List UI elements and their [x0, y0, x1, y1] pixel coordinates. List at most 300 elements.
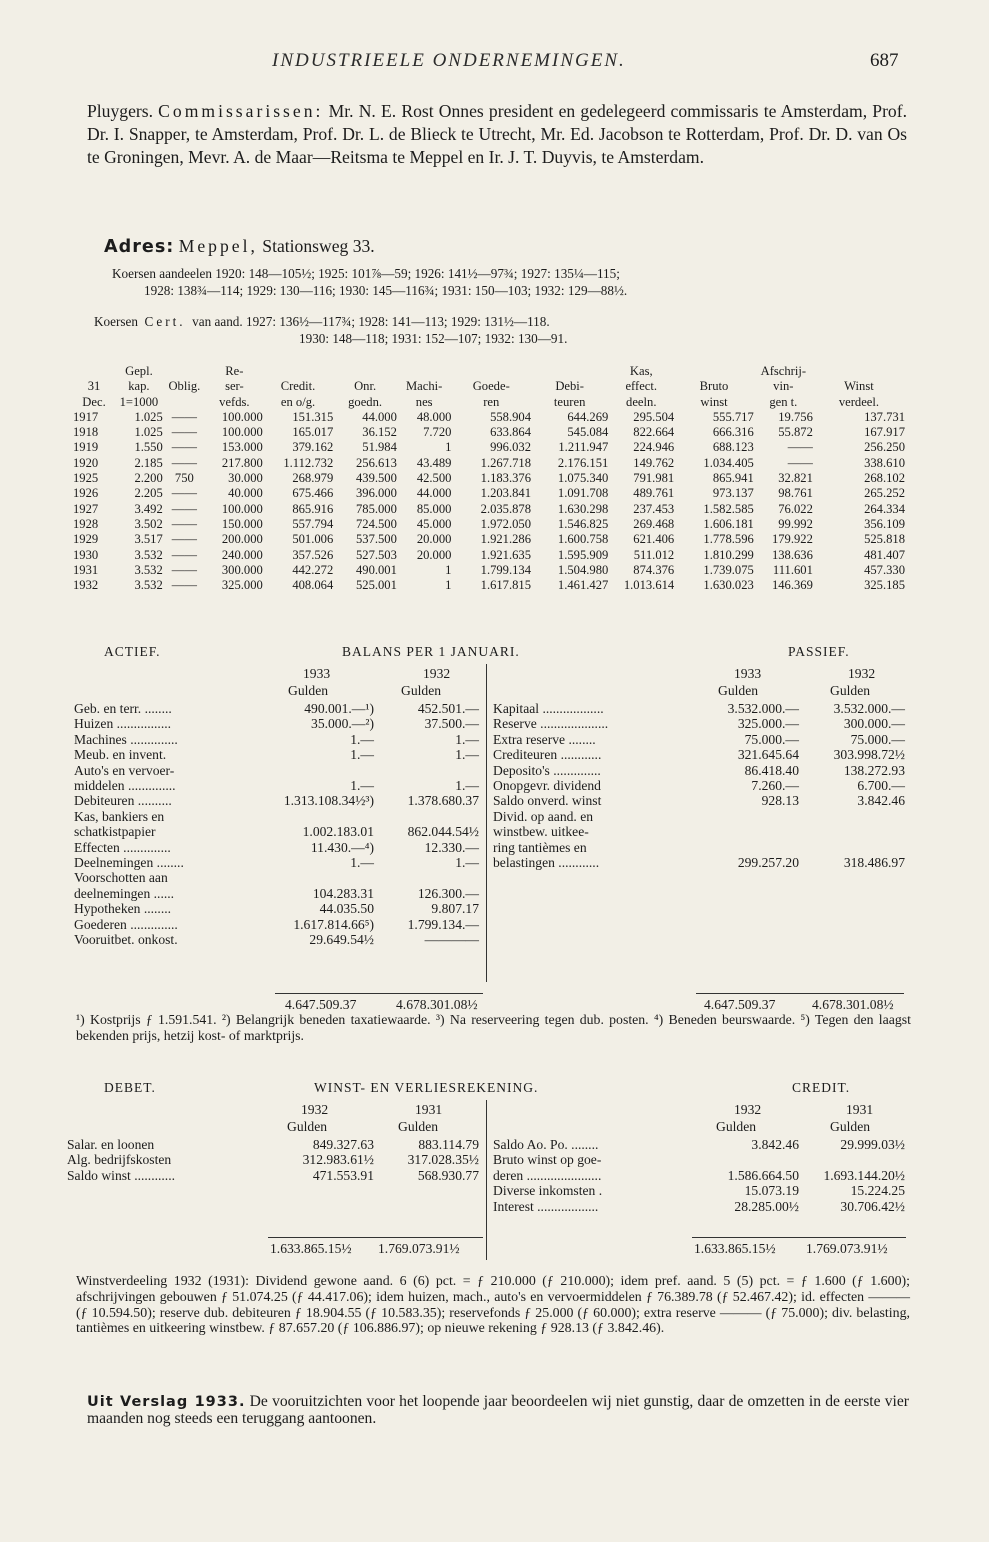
ledger-label: Debiteuren ..........	[74, 793, 172, 809]
stats-row	[73, 548, 905, 563]
stats-cell: 3.532	[134, 547, 163, 562]
ledger-value	[269, 763, 374, 778]
stats-cell: 675.466	[292, 486, 334, 501]
stats-cell: 149.762	[633, 455, 675, 470]
ledger-label: belastingen ............	[493, 855, 600, 871]
stats-cell: 356.109	[864, 516, 905, 531]
ledger-label: Kas, bankiers en	[74, 808, 165, 824]
balans-actief-total-2: 4.678.301.08½	[396, 997, 478, 1012]
stats-cell: 644.269	[567, 409, 609, 424]
stats-cell: 1	[445, 578, 452, 593]
stats-header-cell: vin-	[773, 379, 794, 394]
stats-row	[73, 440, 905, 455]
ledger-row	[74, 917, 479, 932]
stats-row	[73, 517, 905, 532]
stats-header-cell	[451, 364, 531, 379]
ledger-label: Huizen ................	[74, 716, 172, 732]
stats-header-row	[73, 395, 905, 410]
ledger-label: Saldo onverd. winst	[493, 793, 602, 809]
stats-header-cell: Machi-	[405, 379, 443, 394]
stats-header-cell: verdeel.	[838, 394, 880, 409]
stats-cell: 146.369	[771, 578, 813, 593]
stats-cell: 240.000	[221, 547, 263, 562]
stats-header-cell: Kas,	[629, 364, 653, 378]
stats-cell: ——	[171, 440, 197, 455]
balans-actief-title: ACTIEF.	[104, 644, 161, 659]
stats-header-cell: Bruto	[699, 379, 729, 394]
stats-header-cell: nes	[415, 394, 433, 409]
winst-debet-total-1: 1.633.865.15½	[270, 1241, 352, 1256]
stats-cell: 44.000	[362, 409, 397, 424]
stats-cell: 325.000	[221, 578, 263, 593]
ledger-value: 883.114.79	[418, 1137, 479, 1152]
stats-year: 1927	[73, 501, 99, 516]
stats-cell: 237.453	[633, 501, 675, 516]
koersen-cert-word: Cert.	[144, 314, 186, 329]
stats-cell: 791.981	[633, 471, 675, 486]
balans-passief-year-2: 1932	[848, 666, 876, 681]
stats-cell: 1.112.732	[283, 455, 334, 470]
ledger-value: 1.378.680.37	[407, 793, 479, 809]
stats-header-cell	[333, 364, 397, 379]
ledger-label: deelnemingen ......	[74, 885, 175, 901]
ledger-row	[493, 824, 905, 839]
ledger-label: Crediteuren ............	[493, 747, 602, 763]
ledger-value: 3.532.000.—	[727, 701, 799, 716]
ledger-value	[799, 1152, 905, 1167]
stats-cell: 153.000	[221, 440, 263, 455]
commissioners-paragraph	[87, 100, 907, 170]
stats-header-cell: Dec.	[82, 394, 106, 409]
balans-footnotes: ¹) Kostprijs ƒ 1.591.541. ²) Belangrijk beneden taxatiewaarde. ³) Na reserveering tegen dub. posten. ⁴) Beneden beurswaarde. ⁵) Tegen den laagst bekenden prijs, hetzij kost- of marktprijs.	[76, 1012, 911, 1043]
stats-cell: 138.636	[771, 547, 813, 562]
koersen-cert-label: Koersen	[94, 314, 138, 329]
ledger-value: 1.—	[350, 778, 374, 794]
ledger-label: Extra reserve ........	[493, 731, 596, 747]
ledger-label: Effecten ..............	[74, 839, 171, 855]
stats-cell: 30.000	[228, 471, 263, 486]
ledger-value: 28.285.00½	[734, 1198, 799, 1214]
stats-cell: 111.601	[772, 562, 813, 577]
winst-debet-total-rule	[268, 1237, 483, 1238]
stats-cell: ——	[171, 532, 197, 547]
ledger-row	[67, 1168, 479, 1183]
stats-cell: 1.921.635	[480, 547, 532, 562]
ledger-value: 1.617.814.66⁵)	[293, 916, 374, 932]
stats-cell: 7.720	[423, 425, 452, 440]
stats-header-cell: Winst	[844, 379, 874, 394]
stats-cell: 48.000	[416, 409, 452, 424]
stats-cell: 1.810.299	[703, 547, 754, 562]
stats-cell: 99.992	[778, 516, 813, 531]
stats-cell: 865.941	[712, 471, 754, 486]
stats-cell: 555.717	[712, 409, 754, 424]
stats-cell: 295.504	[633, 409, 675, 424]
balans-divider	[486, 664, 487, 982]
ledger-value: 9.807.17	[431, 901, 479, 917]
stats-cell: 19.756	[778, 409, 813, 424]
stats-cell: 1.034.405	[703, 455, 754, 470]
stats-header-cell: Afschrij-	[760, 364, 807, 378]
ledger-value	[799, 840, 905, 855]
stats-row	[73, 578, 905, 593]
stats-header-cell: Credit.	[280, 379, 316, 394]
stats-cell: 1.183.376	[480, 471, 532, 486]
stats-cell: 724.500	[355, 516, 397, 531]
stats-row	[73, 502, 905, 517]
stats-cell: 98.761	[778, 486, 813, 501]
ledger-value: 1.—	[455, 731, 479, 747]
ledger-value: 490.001.—¹)	[304, 701, 374, 716]
ledger-label: Kapitaal ..................	[493, 701, 604, 716]
ledger-row	[493, 855, 905, 870]
ledger-row	[493, 1137, 905, 1152]
stats-cell: 1.972.050	[480, 516, 532, 531]
stats-cell: 42.500	[416, 471, 452, 486]
stats-cell: 558.904	[490, 409, 532, 424]
stats-header-cell	[813, 364, 905, 379]
stats-cell: 408.064	[292, 578, 334, 593]
verslag-text: De vooruitzichten voor het loopende jaar beoordeelen wij niet gunstig, daar de omzetten in de eerste vier maanden nog steeds een teruggang aantoonen.	[87, 1393, 909, 1427]
winst-debet-year-1: 1932	[301, 1102, 329, 1117]
ledger-value	[693, 809, 799, 824]
ledger-row	[74, 886, 479, 901]
stats-cell: 489.761	[633, 486, 675, 501]
stats-cell: 256.250	[864, 440, 905, 455]
winst-debet-gulden-2: Gulden	[398, 1119, 439, 1134]
stats-header-cell	[73, 364, 115, 379]
stats-header-cell: vefds.	[219, 394, 250, 409]
stats-cell: 1.267.718	[480, 455, 532, 470]
stats-row	[73, 563, 905, 578]
ledger-label: Auto's en vervoer-	[74, 762, 175, 778]
stats-cell: 1.091.708	[557, 486, 609, 501]
stats-cell: 20.000	[416, 547, 452, 562]
ledger-label: middelen ..............	[74, 778, 176, 794]
stats-cell: 265.252	[864, 486, 905, 501]
ledger-row	[74, 778, 479, 793]
ledger-value: 37.500.—	[424, 716, 479, 732]
balans-passief-gulden-2: Gulden	[830, 683, 871, 698]
stats-cell: 3.532	[134, 578, 163, 593]
ledger-label: Reserve ....................	[493, 716, 609, 732]
stats-cell: 379.162	[292, 440, 334, 455]
address-city: Meppel,	[178, 236, 258, 256]
stats-cell: 785.000	[355, 501, 397, 516]
stats-header-row	[73, 364, 905, 379]
ledger-row	[493, 732, 905, 747]
stats-cell: 1.075.340	[557, 471, 609, 486]
balans-actief-gulden-1: Gulden	[288, 683, 329, 698]
ledger-row	[74, 763, 479, 778]
balans-actief-total-1: 4.647.509.37	[285, 997, 357, 1012]
ledger-label: Divid. op aand. en	[493, 808, 594, 824]
stats-cell: ——	[171, 486, 197, 501]
stats-cell: 1	[445, 562, 452, 577]
stats-cell: 1.582.585	[703, 501, 754, 516]
stats-cell: 51.984	[362, 440, 397, 455]
stats-year: 1931	[73, 562, 99, 577]
ledger-row	[74, 901, 479, 916]
stats-cell: 1.013.614	[623, 578, 675, 593]
stats-cell: 537.500	[355, 532, 397, 547]
ledger-value: 138.272.93	[843, 762, 905, 778]
balans-passief-total-rule	[696, 993, 904, 994]
ledger-value: 318.486.97	[843, 855, 905, 871]
ledger-row	[74, 716, 479, 731]
ledger-row	[74, 870, 479, 885]
stats-cell: 481.407	[864, 547, 905, 562]
koersen-aandeelen-2: 1928: 138¾—114; 1929: 130—116; 1930: 145—116¾; 1931: 150—103; 1932: 129—88½.	[144, 283, 628, 298]
winst-credit-gulden-2: Gulden	[830, 1119, 871, 1134]
ledger-label: Vooruitbet. onkost.	[74, 932, 178, 948]
ledger-value: 75.000.—	[744, 731, 799, 747]
stats-cell: 1.600.758	[557, 532, 609, 547]
ledger-value: 928.13	[761, 793, 799, 809]
winst-debet-gulden-1: Gulden	[287, 1119, 328, 1134]
ledger-row	[67, 1137, 479, 1152]
stats-header-cell: ser-	[225, 379, 244, 394]
stats-row	[73, 486, 905, 501]
ledger-value: 86.418.40	[744, 762, 799, 778]
running-header: INDUSTRIEELE ONDERNEMINGEN.	[272, 50, 626, 71]
address-line	[104, 236, 375, 257]
stats-header-cell	[263, 364, 333, 379]
stats-cell: 1.211.947	[558, 440, 609, 455]
stats-header-cell: Oblig.	[168, 379, 201, 394]
stats-cell: 1.461.427	[557, 578, 609, 593]
winst-credit-total-2: 1.769.073.91½	[806, 1241, 888, 1256]
stats-header-cell	[674, 364, 754, 379]
ledger-row	[74, 932, 479, 947]
ledger-row	[74, 824, 479, 839]
ledger-label: Saldo Ao. Po. ........	[493, 1137, 599, 1152]
stats-header-cell: kap.	[128, 379, 150, 394]
ledger-label: winstbew. uitkee-	[493, 824, 589, 840]
winst-credit-year-2: 1931	[846, 1102, 874, 1117]
stats-cell: 85.000	[416, 501, 452, 516]
ledger-row	[493, 701, 905, 716]
ledger-value: 1.—	[455, 747, 479, 763]
stats-cell: 36.152	[362, 425, 397, 440]
ledger-value	[693, 1152, 799, 1167]
stats-cell: 1.778.596	[703, 532, 754, 547]
stats-cell: 325.185	[864, 578, 905, 593]
ledger-value: 11.430.—⁴)	[310, 839, 374, 855]
stats-cell: 1.504.980	[557, 562, 609, 577]
stats-cell: ——	[787, 440, 813, 455]
stats-header-cell: 31	[87, 379, 101, 394]
ledger-value: 452.501.—	[417, 701, 479, 716]
stats-cell: 100.000	[221, 409, 263, 424]
stats-cell: ——	[171, 578, 197, 593]
ledger-value	[799, 809, 905, 824]
winst-title: WINST- EN VERLIESREKENING.	[314, 1080, 539, 1095]
ledger-value: 3.842.46	[857, 793, 905, 809]
stats-cell: 688.123	[712, 440, 754, 455]
ledger-label: Alg. bedrijfskosten	[67, 1152, 172, 1168]
balans-passief-total-1: 4.647.509.37	[704, 997, 776, 1012]
stats-header-cell: gen t.	[769, 394, 798, 409]
stats-cell: 396.000	[355, 486, 397, 501]
ledger-label: Meub. en invent.	[74, 747, 167, 763]
stats-cell: 45.000	[416, 516, 452, 531]
stats-cell: 217.800	[221, 455, 263, 470]
stats-cell: 300.000	[221, 562, 263, 577]
stats-cell: 100.000	[221, 501, 263, 516]
ledger-row	[493, 840, 905, 855]
stats-cell: 100.000	[221, 425, 263, 440]
ledger-value: 29.999.03½	[840, 1137, 905, 1152]
koersen-cert-line	[94, 314, 550, 330]
ledger-value: 15.224.25	[850, 1183, 905, 1199]
ledger-value	[693, 840, 799, 855]
stats-cell: 1.617.815	[480, 578, 532, 593]
balans-passief-gulden-1: Gulden	[718, 683, 759, 698]
commissarissen-label: Commissarissen:	[158, 101, 324, 121]
ledger-row	[493, 763, 905, 778]
koersen-aandeelen-1: Koersen aandeelen 1920: 148—105½; 1925: 101⅞—59; 1926: 141½—97¾; 1927: 135¼—115;	[112, 266, 620, 281]
winst-debet-table	[67, 1137, 479, 1183]
stats-cell: 527.503	[355, 547, 397, 562]
stats-cell: 264.334	[864, 501, 905, 516]
stats-cell: 151.315	[292, 409, 334, 424]
stats-header-row	[73, 379, 905, 394]
ledger-label: Geb. en terr. ........	[74, 701, 172, 716]
balans-actief-year-2: 1932	[423, 666, 451, 681]
stats-cell: 1.630.023	[703, 578, 754, 593]
stats-year: 1928	[73, 516, 99, 531]
stats-cell: 633.864	[490, 425, 532, 440]
ledger-value: 3.532.000.—	[833, 701, 905, 716]
stats-cell: 357.526	[292, 547, 334, 562]
ledger-value: 862.044.54½	[407, 824, 479, 840]
stats-cell: 3.532	[134, 562, 163, 577]
stats-cell: 32.821	[778, 471, 813, 486]
ledger-label: Salar. en loonen	[67, 1137, 155, 1152]
intro-lead: Pluygers.	[87, 101, 153, 121]
stats-header-cell: goedn.	[348, 394, 383, 409]
ledger-value: 1.313.108.34½³)	[283, 793, 374, 809]
ledger-value: 7.260.—	[751, 778, 799, 794]
stats-cell: 3.492	[134, 501, 163, 516]
ledger-row	[493, 778, 905, 793]
stats-cell: 666.316	[712, 425, 754, 440]
stats-cell: 137.731	[864, 409, 905, 424]
stats-cell: 3.502	[134, 516, 163, 531]
ledger-label: Deelnemingen ........	[74, 855, 184, 871]
ledger-value: 300.000.—	[843, 716, 905, 732]
ledger-value	[374, 809, 479, 824]
ledger-row	[67, 1152, 479, 1167]
ledger-value: 12.330.—	[424, 839, 479, 855]
ledger-value: 321.645.64	[737, 747, 799, 763]
stats-cell: 750	[174, 471, 194, 486]
stats-cell: 439.500	[355, 471, 397, 486]
stats-cell: 2.035.878	[480, 501, 532, 516]
stats-cell: 557.794	[292, 516, 334, 531]
ledger-row	[493, 1199, 905, 1214]
stats-cell: 1	[445, 440, 452, 455]
address-street: Stationsweg 33.	[262, 236, 375, 256]
stats-cell: 621.406	[633, 532, 675, 547]
winst-credit-gulden-1: Gulden	[716, 1119, 757, 1134]
ledger-label: Onopgevr. dividend	[493, 778, 601, 794]
ledger-value: 1.693.144.20½	[823, 1167, 905, 1183]
stats-cell: 525.001	[355, 578, 397, 593]
balans-title: BALANS PER 1 JANUARI.	[342, 644, 520, 659]
winstverdeeling-paragraph: Winstverdeeling 1932 (1931): Dividend gewone aand. 6 (6) pct. = ƒ 210.000 (ƒ 210.000); idem pref. aand. 5 (5) pct. = ƒ 1.600 (ƒ 1.600); afschrijvingen gebouwen ƒ 51.074.25 (ƒ 44.417.06); idem huizen, mach., auto's en vervoermiddelen ƒ 76.389.78 (ƒ 52.467.42); id. effecten ——— (ƒ 10.594.50); reserve dub. debiteuren ƒ 18.904.55 (ƒ 10.583.35); reservefonds ƒ 25.000 (ƒ 60.000); extra reserve ——— (ƒ 75.000); div. belasting, tantièmes en uitkeering winstbew. ƒ 87.657.20 (ƒ 106.886.97); op nieuwe rekening ƒ 928.13 (ƒ 3.842.46).	[76, 1274, 910, 1337]
ledger-label: Hypotheken ........	[74, 901, 172, 917]
stats-header-cell: winst	[700, 394, 728, 409]
stats-cell: 1.025	[134, 409, 163, 424]
stats-header-cell: 1=1000	[119, 394, 159, 409]
ledger-value: 1.—	[350, 731, 374, 747]
balans-actief-total-rule	[275, 993, 483, 994]
stats-header-cell: ren	[483, 394, 500, 409]
stats-cell: 268.102	[864, 471, 905, 486]
ledger-value: 471.553.91	[312, 1167, 374, 1183]
stats-year: 1926	[73, 486, 99, 501]
ledger-row	[74, 809, 479, 824]
stats-cell: 3.517	[134, 532, 163, 547]
stats-cell: 2.176.151	[557, 455, 609, 470]
address-label: Adres:	[104, 237, 175, 257]
ledger-label: Machines ..............	[74, 731, 178, 747]
ledger-value	[269, 870, 374, 885]
ledger-label: Interest ..................	[493, 1198, 599, 1214]
stats-header-cell: effect.	[625, 379, 658, 394]
ledger-row	[493, 793, 905, 808]
winst-credit-total-rule	[692, 1237, 906, 1238]
stats-cell: 1.550	[134, 440, 163, 455]
verslag-label: Uit Verslag 1933.	[87, 1394, 246, 1410]
ledger-row	[74, 701, 479, 716]
ledger-value: 312.983.61½	[302, 1152, 374, 1168]
ledger-value	[374, 870, 479, 885]
stats-cell: 1.025	[134, 425, 163, 440]
ledger-row	[493, 1152, 905, 1167]
koersen-cert-1: van aand. 1927: 136½—117¾; 1928: 141—113; 1929: 131½—118.	[192, 314, 550, 329]
ledger-label: Goederen ..............	[74, 916, 178, 932]
stats-cell: 165.017	[292, 425, 334, 440]
commissarissen-list: Mr. N. E. Rost Onnes president en gedelegeerd commissaris te Amsterdam, Prof. Dr. I. Snapper, te Amsterdam, Prof. Dr. L. de Blieck te Utrecht, Mr. Ed. Jacobson te Rotterdam, Prof. Dr. D. van Os te Groningen, Mevr. A. de Maar—Reitsma te Meppel en Ir. J. T. Duyvis, te Amsterdam.	[87, 101, 907, 168]
stats-cell: 525.818	[864, 532, 905, 547]
ledger-value: 1.586.664.50	[727, 1167, 799, 1183]
ledger-value: 1.—	[350, 747, 374, 763]
winst-credit-table	[493, 1137, 905, 1214]
stats-cell: 40.000	[228, 486, 263, 501]
ledger-value: 3.842.46	[751, 1137, 799, 1152]
stats-cell: ——	[171, 501, 197, 516]
stats-cell: 167.917	[864, 425, 905, 440]
stats-header-cell: Debi-	[555, 379, 584, 394]
ledger-row	[74, 732, 479, 747]
koersen-cert-2: 1930: 148—118; 1931: 152—107; 1932: 130—91.	[299, 331, 568, 346]
ledger-row	[74, 840, 479, 855]
stats-cell: 44.000	[416, 486, 452, 501]
balans-passief-title: PASSIEF.	[788, 644, 850, 659]
ledger-value: 29.649.54½	[309, 932, 374, 948]
stats-cell: 1.799.134	[480, 562, 532, 577]
winst-credit-total-1: 1.633.865.15½	[694, 1241, 776, 1256]
stats-cell: 200.000	[221, 532, 263, 547]
winst-debet-year-2: 1931	[415, 1102, 443, 1117]
winst-debet-total-2: 1.769.073.91½	[378, 1241, 460, 1256]
stats-cell: 996.032	[490, 440, 532, 455]
stats-cell: 268.979	[292, 471, 334, 486]
stats-header-cell: en o/g.	[280, 394, 316, 409]
